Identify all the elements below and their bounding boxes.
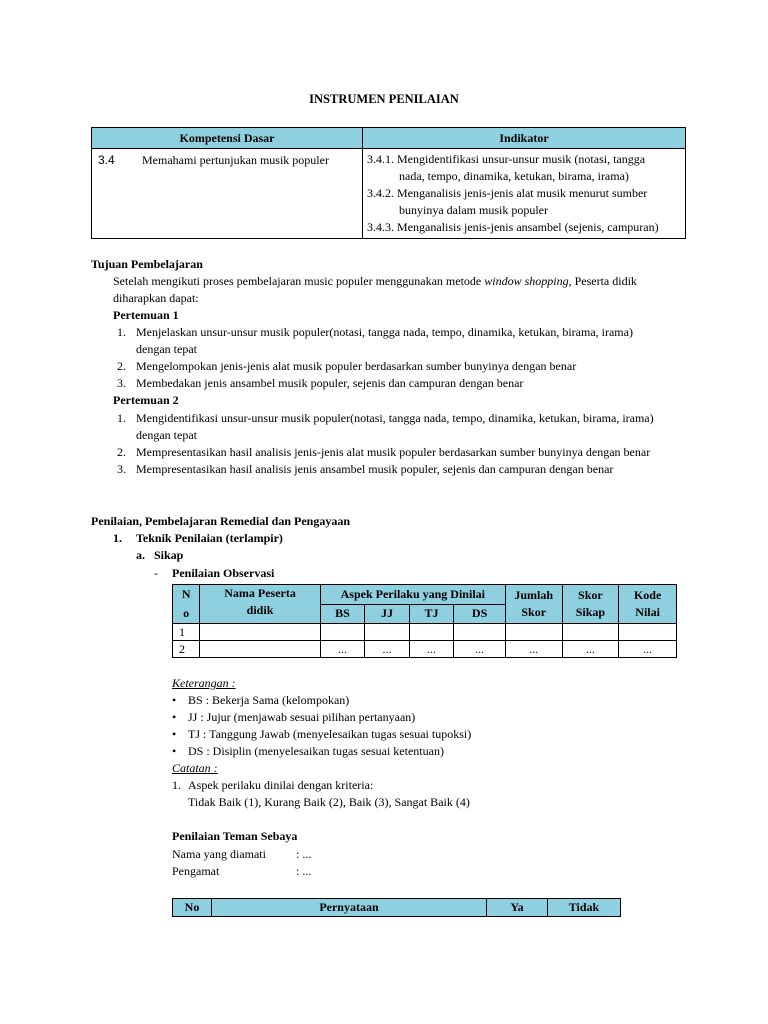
col-tidak-header: Tidak <box>548 899 621 917</box>
tujuan-intro-line2: diharapkan dapat: <box>113 291 199 305</box>
list-item-num: 3. <box>117 376 126 390</box>
list-item-num: 2. <box>117 445 126 459</box>
list-item-num: 1. <box>117 411 126 425</box>
col-skor-header: Skor Sikap <box>562 585 619 624</box>
pertemuan2-heading: Pertemuan 2 <box>113 393 179 407</box>
teman-sebaya-heading: Penilaian Teman Sebaya <box>172 829 298 843</box>
col-aspek-header: Aspek Perilaku yang Dinilai <box>320 585 505 605</box>
observasi-dash: - <box>154 566 158 580</box>
kd-header: Kompetensi Dasar <box>92 128 363 149</box>
teknik-heading: Teknik Penilaian (terlampir) <box>136 531 283 545</box>
indikator-item: 3.4.2. Menganalisis jenis-jenis alat musik menurut sumber bunyinya dalam musik populer <box>367 186 648 217</box>
list-item-num: 3. <box>117 462 126 476</box>
list-item: Mengidentifikasi unsur-unsur musik populer(notasi, tangga nada, tempo, dinamika, ketukan, birama, irama) <box>136 411 654 425</box>
teknik-num: 1. <box>113 531 122 545</box>
col-no-header: No <box>173 899 212 917</box>
col-pernyataan-header: Pernyataan <box>212 899 487 917</box>
col-bs-header: BS <box>320 604 365 624</box>
col-tj-header: TJ <box>409 604 454 624</box>
nama-diamati-value: : ... <box>296 847 312 861</box>
page-title: INSTRUMEN PENILAIAN <box>309 92 459 106</box>
indikator-cell <box>363 149 686 239</box>
catatan-label: Catatan : <box>172 761 218 775</box>
observasi-table <box>172 584 677 658</box>
keterangan-item: • JJ : Jujur (menjawab sesuai pilihan pertanyaan) <box>172 710 416 724</box>
col-nama-header: Nama Peserta didik <box>200 585 320 624</box>
catatan-num: 1. <box>172 778 181 792</box>
tujuan-intro: Setelah mengikuti proses pembelajaran music populer menggunakan metode window shopping, Peserta didik <box>113 274 637 288</box>
col-jumlah-header: Jumlah Skor <box>505 585 562 624</box>
sikap-heading: Sikap <box>154 548 184 562</box>
penilaian-heading: Penilaian, Pembelajaran Remedial dan Pengayaan <box>91 514 350 528</box>
table-row: 1 <box>173 624 677 641</box>
keterangan-item: • BS : Bekerja Sama (kelompokan) <box>172 693 350 707</box>
pengamat-label: Pengamat <box>172 864 220 878</box>
kd-table <box>91 127 686 239</box>
teman-sebaya-table <box>172 898 621 917</box>
catatan-line2: Tidak Baik (1), Kurang Baik (2), Baik (3), Sangat Baik (4) <box>188 795 470 809</box>
catatan-line1: Aspek perilaku dinilai dengan kriteria: <box>188 778 374 792</box>
kd-number: 3.4 <box>98 153 115 167</box>
indikator-item: 3.4.1. Mengidentifikasi unsur-unsur musik (notasi, tangga nada, tempo, dinamika, ketukan, birama, irama) <box>367 152 646 183</box>
keterangan-item: • DS : Disiplin (menyelesaikan tugas sesuai ketentuan) <box>172 744 444 758</box>
list-item-num: 2. <box>117 359 126 373</box>
col-jj-header: JJ <box>365 604 410 624</box>
observasi-heading: Penilaian Observasi <box>172 566 275 580</box>
list-item-cont: dengan tepat <box>136 428 197 442</box>
list-item: Mempresentasikan hasil analisis jenis ansambel musik populer, sejenis dan campuran dengan benar <box>136 462 614 476</box>
col-ya-header: Ya <box>487 899 548 917</box>
list-item: Menjelaskan unsur-unsur musik populer(notasi, tangga nada, tempo, dinamika, ketukan, birama, irama) <box>136 325 633 339</box>
list-item: Membedakan jenis ansambel musik populer, sejenis dan campuran dengan benar <box>136 376 524 390</box>
kd-cell <box>92 149 363 239</box>
indikator-item: 3.4.3. Menganalisis jenis-jenis ansambel (sejenis, campuran) <box>367 220 659 234</box>
list-item-num: 1. <box>117 325 126 339</box>
nama-diamati-label: Nama yang diamati <box>172 847 266 861</box>
pengamat-value: : ... <box>296 864 312 878</box>
kd-text: Memahami pertunjukan musik populer <box>142 153 329 167</box>
list-item: Mengelompokan jenis-jenis alat musik populer berdasarkan sumber bunyinya dengan benar <box>136 359 577 373</box>
list-item-cont: dengan tepat <box>136 342 197 356</box>
keterangan-item: • TJ : Tanggung Jawab (menyelesaikan tugas sesuai tupoksi) <box>172 727 472 741</box>
tujuan-heading: Tujuan Pembelajaran <box>91 257 203 271</box>
col-ds-header: DS <box>454 604 506 624</box>
table-row: 2 ... ... ... ... ... ... ... <box>173 641 677 658</box>
col-kode-header: Kode Nilai <box>619 585 677 624</box>
col-no-header: N o <box>173 585 200 624</box>
keterangan-label: Keterangan : <box>172 676 236 690</box>
pertemuan1-heading: Pertemuan 1 <box>113 308 179 322</box>
list-item: Mempresentasikan hasil analisis jenis-jenis alat musik populer berdasarkan sumber bunyinya dengan benar <box>136 445 651 459</box>
sikap-num: a. <box>136 548 145 562</box>
indikator-header: Indikator <box>363 128 686 149</box>
